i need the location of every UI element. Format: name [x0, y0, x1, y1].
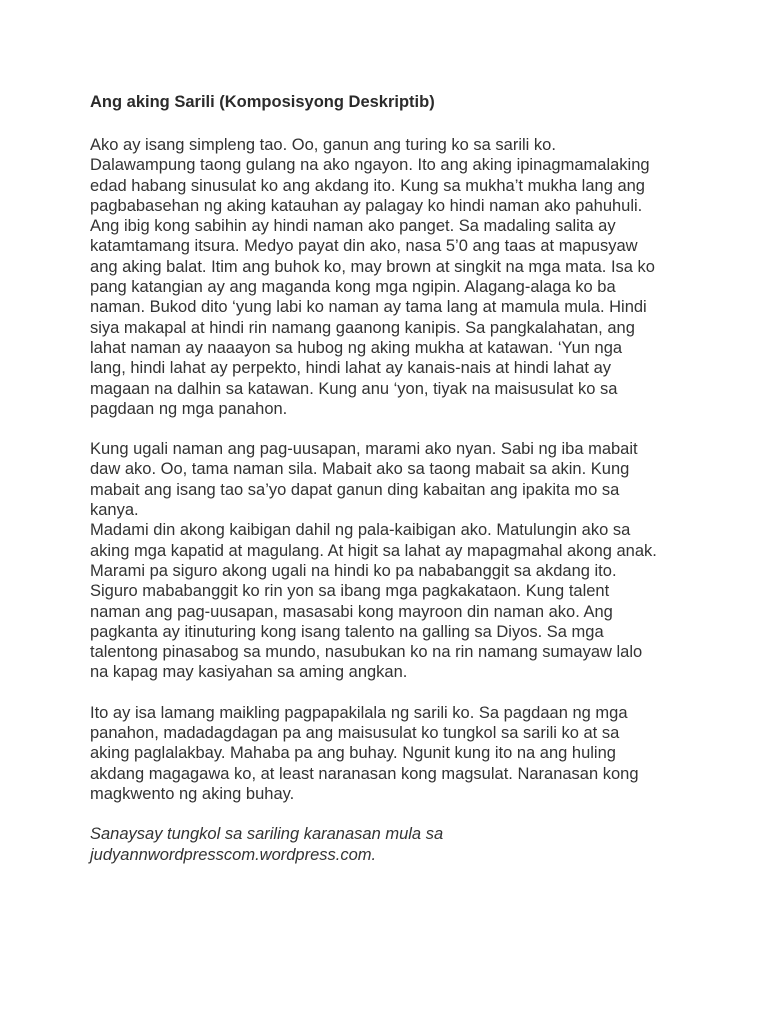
text-line: daw ako. Oo, tama naman sila. Mabait ako sa taong mabait sa akin. Kung — [90, 460, 630, 479]
text-line: mabait ang isang tao sa’yo dapat ganun ding kabaitan ang ipakita mo sa — [90, 480, 620, 499]
text-line: lang, hindi lahat ay perpekto, hindi lahat ay kanais-nais at hindi lahat ay — [90, 359, 612, 378]
text-line: lahat naman ay naaayon sa hubog ng aking mukha at katawan. ‘Yun nga — [90, 338, 623, 357]
source-citation — [90, 824, 690, 865]
text-line: na kapag may kasiyahan sa aming angkan. — [90, 663, 408, 682]
text-line: talentong pinasabog sa mundo, nasubukan ko na rin namang sumayaw lalo — [90, 643, 643, 662]
paragraph-description — [90, 135, 690, 419]
text-line: panahon, madadagdagan pa ang maisusulat ko tungkol sa sarili ko at sa — [90, 724, 620, 743]
text-line: Ito ay isa lamang maikling pagpapakilala ng sarili ko. Sa pagdaan ng mga — [90, 703, 628, 722]
text-line: pagdaan ng mga panahon. — [90, 399, 288, 418]
text-line: pagkanta ay itinuturing kong isang talento na galling sa Diyos. Sa mga — [90, 622, 604, 641]
text-line: siya makapal at hindi rin namang gaanong kanipis. Sa pangkalahatan, ang — [90, 318, 635, 337]
text-line: aking mga kapatid at magulang. At higit sa lahat ay mapagmahal akong anak. — [90, 541, 657, 560]
text-line: aking paglalakbay. Mahaba pa ang buhay. Ngunit kung ito na ang huling — [90, 744, 616, 763]
text-line: pagbabasehan ng aking katauhan ay palagay ko hindi naman ako pahuhuli. — [90, 196, 643, 215]
paragraph-conclusion — [90, 703, 690, 804]
document-page — [90, 92, 690, 865]
text-line: edad habang sinusulat ko ang akdang ito. Kung sa mukha’t mukha lang ang — [90, 176, 645, 195]
text-line: kanya. — [90, 501, 139, 520]
text-line: Kung ugali naman ang pag-uusapan, marami ako nyan. Sabi ng iba mabait — [90, 440, 638, 459]
text-line: magaan na dalhin sa katawan. Kung anu ‘yon, tiyak na maisusulat ko sa — [90, 379, 618, 398]
text-line: pang katangian ay ang maganda kong mga ngipin. Alagang-alaga ko ba — [90, 278, 616, 297]
text-line: Ang ibig kong sabihin ay hindi naman ako panget. Sa madaling salita ay — [90, 217, 616, 236]
text-line: katamtamang itsura. Medyo payat din ako, nasa 5’0 ang taas at mapusyaw — [90, 237, 638, 256]
citation-line: Sanaysay tungkol sa sariling karanasan mula sa — [90, 825, 444, 844]
text-line: Siguro mababanggit ko rin yon sa ibang mga pagkakataon. Kung talent — [90, 582, 610, 601]
text-line: magkwento ng aking buhay. — [90, 784, 295, 803]
text-line: Dalawampung taong gulang na ako ngayon. Ito ang aking ipinagmamalaking — [90, 156, 650, 175]
text-line: Marami pa siguro akong ugali na hindi ko pa nababanggit sa akdang ito. — [90, 561, 617, 580]
text-line: naman. Bukod dito ‘yung labi ko naman ay tama lang at mamula mula. Hindi — [90, 298, 647, 317]
text-line: Ako ay isang simpleng tao. Oo, ganun ang turing ko sa sarili ko. — [90, 136, 556, 154]
text-line: Madami din akong kaibigan dahil ng pala-kaibigan ako. Matulungin ako sa — [90, 521, 631, 540]
paragraph-character — [90, 439, 690, 683]
citation-line: judyannwordpresscom.wordpress.com. — [90, 845, 377, 864]
text-line: ang aking balat. Itim ang buhok ko, may brown at singkit na mga mata. Isa ko — [90, 257, 655, 276]
document-title: Ang aking Sarili (Komposisyong Deskriptib) — [90, 93, 435, 111]
text-line: akdang magagawa ko, at least naranasan kong magsulat. Naranasan kong — [90, 764, 639, 783]
text-line: naman ang pag-uusapan, masasabi kong mayroon din naman ako. Ang — [90, 602, 613, 621]
